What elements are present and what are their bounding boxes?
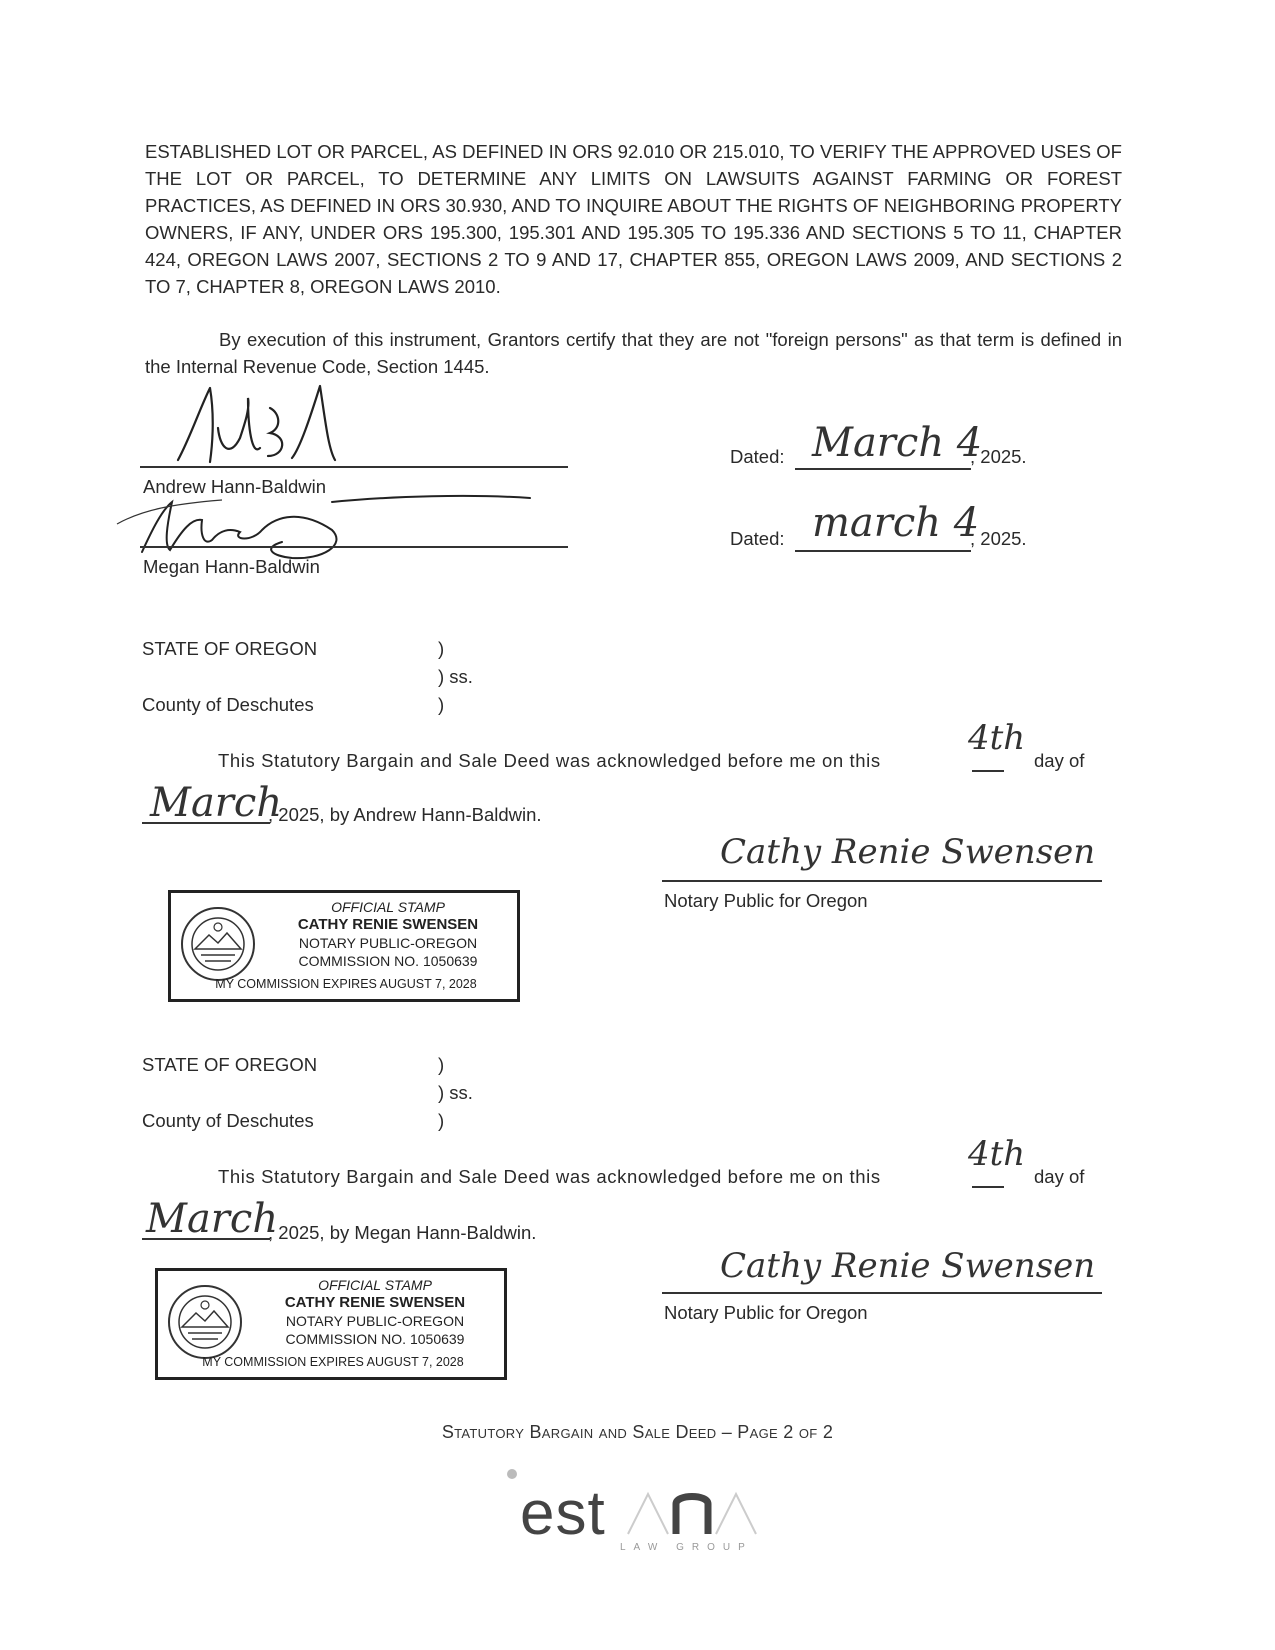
notary-title-2: Notary Public for Oregon <box>664 1302 868 1323</box>
foreign-persons-text: By execution of this instrument, Grantors certify that they are not "foreign persons" as that term is defined in the Internal Revenue Code, Section 1445. <box>145 329 1122 377</box>
ack-text-2-start: This Statutory Bargain and Sale Deed was acknowledged before me on this <box>218 1166 881 1187</box>
stamp-1-line1: OFFICIAL STAMP <box>331 899 445 915</box>
day-line-2 <box>972 1186 1004 1188</box>
date-handwritten-2: march 4 <box>812 500 980 546</box>
notary-stamp-2 <box>155 1268 507 1380</box>
day-of-2: day of <box>1034 1166 1085 1187</box>
notary-signature-1: Cathy Renie Swensen <box>720 832 1096 872</box>
ack-text-1 <box>218 750 881 772</box>
stamp-2-line2: CATHY RENIE SWENSEN <box>284 1294 466 1311</box>
stamp-2-line4: COMMISSION NO. 1050639 <box>285 1331 465 1347</box>
disclosure-paragraph: ESTABLISHED LOT OR PARCEL, AS DEFINED IN ORS 92.010 OR 215.010, TO VERIFY THE APPROVED USES OF THE LOT OR PARCEL, TO DETERMINE ANY LIMITS ON LAWSUITS AGAINST FARMING OR FOREST PRACTICES, AS DEFINED IN ORS 30.930, AND TO INQUIRE ABOUT THE RIGHTS OF NEIGHBORING PROPERTY OWNERS, IF ANY, UNDER ORS 195.300, 195.301 AND 195.305 TO 195.336 AND SECTIONS 5 TO 11, CHAPTER 424, OREGON LAWS 2007, SECTIONS 2 TO 9 AND 17, CHAPTER 855, OREGON LAWS 2009, AND SECTIONS 2 TO 7, CHAPTER 8, OREGON LAWS 2010. <box>145 141 1122 297</box>
megan-signature-line <box>140 546 568 548</box>
foreign-persons-paragraph <box>145 326 1122 380</box>
svg-text:est: est <box>520 1479 606 1548</box>
county-1: County of Deschutes <box>142 694 314 715</box>
stamp-1-line3: NOTARY PUBLIC-OREGON <box>298 935 478 951</box>
ack-suffix-2: , 2025, by Megan Hann-Baldwin. <box>268 1222 537 1243</box>
state-2: STATE OF OREGON <box>142 1054 318 1075</box>
state-1: STATE OF OREGON <box>142 638 318 659</box>
andrew-name: Andrew Hann-Baldwin <box>143 476 327 497</box>
month-handwritten-2: March <box>146 1196 279 1242</box>
month-handwritten-1: March <box>150 780 283 826</box>
andrew-signature-line <box>140 466 568 468</box>
andrew-signature-image <box>170 378 340 468</box>
oregon-seal-icon <box>179 905 257 983</box>
day-handwritten-1: 4th <box>968 718 1026 758</box>
ack-suffix-1: , 2025, by Andrew Hann-Baldwin. <box>268 804 542 825</box>
date-handwritten-1: March 4 <box>812 420 983 466</box>
notary-title-1: Notary Public for Oregon <box>664 890 868 911</box>
date-line-2 <box>795 550 971 552</box>
ack-text-2 <box>218 1166 881 1188</box>
paren-2a: ) <box>438 1054 445 1075</box>
stamp-1-line4: COMMISSION NO. 1050639 <box>298 953 478 969</box>
stamp-1-line2: CATHY RENIE SWENSEN <box>297 916 479 933</box>
oregon-seal-icon <box>166 1283 244 1361</box>
year-suffix-2: , 2025. <box>970 528 1027 549</box>
day-of-1: day of <box>1034 750 1085 771</box>
notary-line-1 <box>662 880 1102 882</box>
county-2: County of Deschutes <box>142 1110 314 1131</box>
logo-subtext: LAW GROUP <box>620 1542 753 1553</box>
notary-signature-2: Cathy Renie Swensen <box>720 1246 1096 1286</box>
stamp-2-line3: NOTARY PUBLIC-OREGON <box>285 1313 465 1329</box>
day-line-1 <box>972 770 1004 772</box>
paren-1a: ) <box>438 638 445 659</box>
day-handwritten-2: 4th <box>968 1134 1026 1174</box>
stamp-2-line5: MY COMMISSION EXPIRES AUGUST 7, 2028 <box>202 1355 464 1369</box>
page-footer: Statutory Bargain and Sale Deed – Page 2 of 2 <box>441 1422 834 1442</box>
dated-label-2: Dated: <box>730 528 785 549</box>
dated-label-1: Dated: <box>730 446 785 467</box>
ack-text-1-start: This Statutory Bargain and Sale Deed was acknowledged before me on this <box>218 750 881 771</box>
notary-stamp-1 <box>168 890 520 1002</box>
date-line-1 <box>795 468 971 470</box>
megan-name: Megan Hann-Baldwin <box>143 556 320 577</box>
stamp-2-line1: OFFICIAL STAMP <box>318 1277 432 1293</box>
notary-line-2 <box>662 1292 1102 1294</box>
paren-1b: ) <box>438 694 445 715</box>
stamp-1-line5: MY COMMISSION EXPIRES AUGUST 7, 2028 <box>215 977 477 991</box>
estana-logo <box>500 1462 780 1562</box>
ss-1: ) ss. <box>438 666 473 687</box>
year-suffix-1: , 2025. <box>970 446 1027 467</box>
ss-2: ) ss. <box>438 1082 473 1103</box>
paren-2b: ) <box>438 1110 445 1131</box>
